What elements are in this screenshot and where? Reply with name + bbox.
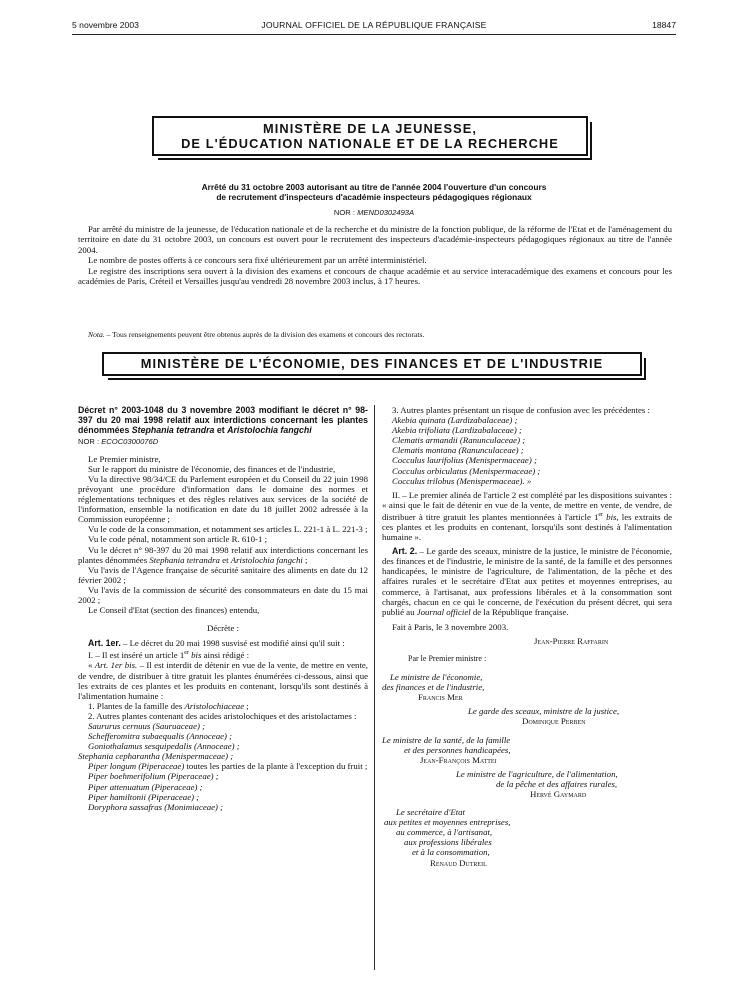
article-2 xyxy=(382,546,672,617)
quote-open: « xyxy=(88,660,95,671)
text: ; xyxy=(302,554,308,565)
plant-entry: Piper attenuatum (Piperaceae) ; xyxy=(88,781,203,792)
text: ainsi rédigé : xyxy=(201,650,250,661)
signatory-title: de la pêche et des affaires rurales, xyxy=(496,778,618,789)
arrete-paragraph: Le registre des inscriptions sera ouvert à la division des examens et concours de chaque académie et au service interacadémique des examens et concours pour les académies de Paris, Créteil et Versailles jusqu'au vendredi 28 novembre 2003 inclus, à 17 heures. xyxy=(78,265,672,287)
text-bis: bis xyxy=(188,650,202,661)
signatory-title: au commerce, à l'artisanat, xyxy=(396,827,493,838)
plant-entry: Cocculus laurifolius (Menispermaceae) ; xyxy=(392,455,537,466)
plant-entry: Doryphora sassafras (Monimiaceae) ; xyxy=(88,801,224,812)
list-item: 3. Autres plantes présentant un risque de confusion avec les précédentes : xyxy=(392,405,650,415)
inserted-article-label: Art. 1er bis. xyxy=(94,660,138,671)
page-header xyxy=(72,20,676,35)
text: ; xyxy=(244,700,249,711)
header-journal-title: JOURNAL OFFICIEL DE LA RÉPUBLIQUE FRANÇAISE xyxy=(261,20,487,30)
arrete-nota xyxy=(78,330,672,339)
nor-code: MEND0302493A xyxy=(357,208,415,217)
article-1 xyxy=(78,638,368,648)
inserted-article-text: – Il est interdit de détenir en vue de la vente, de mettre en vente, de vendre, de distribuer à titre gratuit les plantes énumérées ci-dessous, ainsi que les extraits de ces plantes et les produits en contenant, lorsqu'ils sont destinés à l'alimentation humaine : xyxy=(78,660,368,701)
text: de la République française. xyxy=(470,606,569,617)
signatory-name: Dominique Perben xyxy=(522,716,586,727)
text: 1. Plantes de la famille des xyxy=(88,700,185,711)
text: toutes les parties de la plante à l'exception du fruit ; xyxy=(184,761,368,772)
section-II xyxy=(382,490,672,542)
decree-left-column xyxy=(78,405,368,812)
header-date: 5 novembre 2003 xyxy=(72,20,139,30)
plant-entry: Piper hamiltonii (Piperaceae) ; xyxy=(88,791,200,802)
plant-name: Aristolochia fangchi xyxy=(230,554,303,565)
signatory-name: Renaud Dutreil xyxy=(430,857,487,868)
decree-paragraph xyxy=(78,545,368,565)
signatory-title: et à la consommation, xyxy=(412,847,490,858)
plant-entry: Cocculus trilobus (Menispermaceae). » xyxy=(392,475,532,486)
pm-signature: Jean-Pierre Raffarin xyxy=(534,635,609,646)
decree-title xyxy=(78,405,368,436)
plant-entry: Stephania cepharantha (Menispermaceae) ; xyxy=(78,751,234,762)
decree-title-plant1: Stephania tetrandra xyxy=(131,425,215,436)
decree-paragraph: Sur le rapport du ministre de l'économie, des finances et de l'industrie, xyxy=(88,463,336,474)
plant-entry: Clematis armandii (Ranunculaceae) ; xyxy=(392,435,526,446)
decree-paragraph: Vu le code de la consommation, et notamment ses articles L. 221-1 à L. 221-3 ; xyxy=(88,524,368,535)
decrete-heading: Décrète : xyxy=(207,623,239,634)
text: II. – Le premier alinéa de l'article 2 est complété par les dispositions suivantes : « ainsi que le fait de détenir en vue de la vente, de mettre en vente, de vendre, de distribuer à titre gratuit les plantes mentionnées à l'article 1 xyxy=(382,489,672,522)
arrete-paragraph: Par arrêté du ministre de la jeunesse, de l'éducation nationale et de la recherche et du ministre de la fonction publique, de la réforme de l'Etat et de l'aménagement du territoire en date du 31 octobre 2003, un concours est ouvert pour le recrutement des inspecteurs d'académie-inspecteurs pédagogiques régionaux au titre de l'année 2004. xyxy=(78,224,672,255)
plant-entry: Piper boehmerifolium (Piperaceae) ; xyxy=(88,771,219,782)
decree-paragraph: Le Premier ministre, xyxy=(88,453,161,464)
arrete-title-line1: Arrêté du 31 octobre 2003 autorisant au titre de l'année 2004 l'ouverture d'un concours xyxy=(201,182,547,192)
plant-entry: Akebia quinata (Lardizabalaceae) ; xyxy=(392,415,518,426)
signatory-title: et des personnes handicapées, xyxy=(404,744,511,755)
signatory-title: aux professions libérales xyxy=(404,837,492,848)
decree-paragraph: Vu l'avis de l'Agence française de sécurité sanitaire des aliments en date du 12 février 2002 ; xyxy=(78,564,368,585)
ministry-box-education xyxy=(152,116,588,156)
signing-place-date: Fait à Paris, le 3 novembre 2003. xyxy=(392,621,509,632)
nota-text: – Tous renseignements peuvent être obtenus auprès de la division des examens et concours des rectorats. xyxy=(104,330,425,339)
decree-title-and: et xyxy=(214,425,228,436)
plant-entry: Akebia trifoliata (Lardizabalaceae) ; xyxy=(392,425,522,436)
decree-paragraph: Vu le code pénal, notamment son article R. 610-1 ; xyxy=(88,534,268,545)
decree-title-plant2: Aristolochia fangchi xyxy=(227,425,312,436)
article-2-label: Art. 2. xyxy=(392,546,418,557)
plant-name: Piper longum (Piperaceae) xyxy=(88,761,185,772)
text: , les extraits de ces plantes et les produits en contenant, lorsqu'ils sont destinés à l'alimentation humaine ». xyxy=(382,511,673,543)
plant-entry xyxy=(78,761,368,771)
article-1-text: – Le décret du 20 mai 1998 susvisé est modifié ainsi qu'il suit : xyxy=(120,638,345,649)
article-2-text: – Le garde des sceaux, ministre de la justice, le ministre de l'économie, des finances et de l'industrie, le ministre de la santé, de la famille et des personnes handicapées, le ministre de l'agriculture, de l'alimentation, de la pêche et des affaires rurales et le secrétaire d'Etat aux petites et moyennes entreprises, au commerce, à l'artisanat, aux professions libérales et à la consommation sont chargés, chacun en ce qui le concerne, de l'exécution du présent décret, qui sera publié au xyxy=(382,546,672,617)
decree-paragraph: Vu l'avis de la commission de sécurité des consommateurs en date du 15 mai 2002 ; xyxy=(78,584,368,606)
arrete-paragraph: Le nombre de postes offerts à ce concours sera fixé ultérieurement par un arrêté interministériel. xyxy=(88,255,427,266)
decree-paragraph: Le Conseil d'Etat (section des finances) entendu, xyxy=(88,605,260,616)
text: Vu le décret n° 98-397 du 20 mai 1998 relatif aux interdictions concernant les plantes dénommées xyxy=(78,544,368,565)
par-premier-ministre: Par le Premier ministre : xyxy=(408,653,487,663)
decree-title-text: Décret n° 2003-1048 du 3 novembre 2003 modifiant le décret n° 98-397 du 20 mai 1998 relatif aux interdictions concernant les plantes dénommées xyxy=(78,405,368,436)
nor-code: ECOC0300076D xyxy=(101,436,159,446)
signatory-title: Le garde des sceaux, ministre de la justice, xyxy=(468,706,620,717)
signatory-name: Jean-François Mattei xyxy=(420,754,497,765)
signatory-title: Le ministre de l'économie, xyxy=(390,672,483,683)
nor-label: NOR : xyxy=(333,208,355,217)
nor-label: NOR : xyxy=(78,436,100,446)
signatory-title: Le secrétaire d'Etat xyxy=(396,807,465,818)
list-item: 2. Autres plantes contenant des acides aristolochiques et des aristolactames : xyxy=(88,710,357,721)
plant-entry: Schefferomitra subaequalis (Annoceae) ; xyxy=(88,731,233,742)
decree-nor xyxy=(78,437,368,447)
text: et xyxy=(219,554,231,565)
superscript: er xyxy=(184,650,189,657)
plant-name: Stephania tetrandra xyxy=(149,554,220,565)
header-page-number: 18847 xyxy=(652,20,676,30)
plant-entry: Clematis montana (Ranunculaceae) ; xyxy=(392,445,524,456)
signatory-title: Le ministre de l'agriculture, de l'alimentation, xyxy=(456,768,618,779)
arrete-title-line2: de recrutement d'inspecteurs d'académie inspecteurs pédagogiques régionaux xyxy=(216,192,532,202)
inserted-article xyxy=(78,660,368,700)
arrete-nor xyxy=(0,208,748,217)
ministry-title-line1: MINISTÈRE DE LA JEUNESSE, xyxy=(262,121,478,136)
plant-entry: Goniothalamus sesquipedalis (Annoceae) ; xyxy=(88,741,240,752)
ministry-box-economy xyxy=(102,352,642,376)
arrete-body xyxy=(78,224,672,286)
plant-entry: Cocculus orbiculatus (Menispermaceae) ; xyxy=(392,465,541,476)
ministry-title-line2: DE L'ÉDUCATION NATIONALE ET DE LA RECHERCHE xyxy=(181,136,559,151)
plant-family: Aristolochiaceae xyxy=(184,700,245,711)
list-item xyxy=(78,701,368,711)
ministry-title: MINISTÈRE DE L'ÉCONOMIE, DES FINANCES ET DE L'INDUSTRIE xyxy=(140,356,604,371)
text-bis: bis xyxy=(603,511,617,522)
text: I. – Il est inséré un article 1 xyxy=(88,650,185,661)
plant-entry: Saururus cernuus (Sauruaceae) ; xyxy=(88,720,206,731)
column-divider xyxy=(374,405,375,970)
nota-label: Nota. xyxy=(88,330,105,339)
decree-paragraph: Vu la directive 98/34/CE du Parlement européen et du Conseil du 22 juin 1998 prévoyant une procédure d'information dans le domaine des normes et réglementations techniques et des règles relatives aux services de la société de l'information, ensemble la notification en date du 18 juillet 2002 adressée à la Commission européenne ; xyxy=(78,473,368,525)
arrete-title xyxy=(120,182,628,202)
signatory-title: Le ministre de la santé, de la famille xyxy=(382,734,511,745)
journal-officiel: Journal officiel xyxy=(416,606,471,617)
signatory-name: Hervé Gaymard xyxy=(530,789,587,800)
article-1-label: Art. 1er. xyxy=(88,638,121,649)
signatory-name: Francis Mer xyxy=(418,692,463,703)
section-I xyxy=(78,648,368,660)
superscript: er xyxy=(598,511,604,518)
decree-right-column xyxy=(382,405,672,868)
signatory-title: aux petites et moyennes entreprises, xyxy=(384,817,511,828)
signatory-title: des finances et de l'industrie, xyxy=(382,682,485,693)
